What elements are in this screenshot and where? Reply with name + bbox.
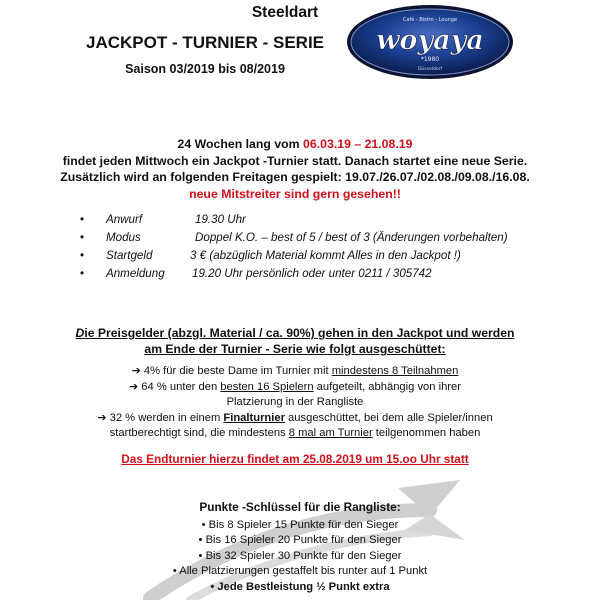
detail-value: 19.20 Uhr persönlich oder unter 0211 / 305742 xyxy=(192,267,432,280)
details-list xyxy=(80,211,560,283)
intro-line-2: findet jeden Mittwoch ein Jackpot -Turnier statt. Danach startet eine neue Serie. xyxy=(62,153,528,168)
rule-2-cont: Platzierung in der Rangliste xyxy=(226,396,364,408)
detail-item xyxy=(80,229,560,247)
logo-city: Düsseldorf xyxy=(417,67,443,72)
woyaya-logo xyxy=(345,3,515,81)
prize-line-1 xyxy=(30,325,560,341)
bullet-icon: • xyxy=(201,518,209,531)
arrow-icon: ➔ xyxy=(97,411,110,424)
points-text: Bis 32 Spieler 30 Punkte für den Sieger xyxy=(205,549,402,562)
intro-dates: 06.03.19 – 21.08.19 xyxy=(303,137,413,151)
points-key xyxy=(120,500,480,595)
bullet-icon: • xyxy=(80,267,85,280)
rule-text: startberechtigt sind, die mindestens xyxy=(109,427,289,439)
rule-3 xyxy=(40,411,550,427)
rule-emphasis: Finalturnier xyxy=(223,411,285,424)
prize-heading xyxy=(30,325,560,357)
page-title: JACKPOT - TURNIER - SERIE xyxy=(85,33,325,52)
points-item xyxy=(120,580,480,596)
prize-initial: D xyxy=(75,326,85,340)
rule-text: aufgeteilt, abhängig von ihrer xyxy=(313,380,461,393)
detail-key: Anmeldung xyxy=(106,267,165,280)
distribution-rules xyxy=(40,364,550,442)
points-item xyxy=(120,533,480,549)
rule-text: teilgenommen haben xyxy=(372,427,481,439)
logo-year: *1980 xyxy=(420,56,440,63)
season-subtitle: Saison 03/2019 bis 08/2019 xyxy=(125,62,285,76)
points-heading: Punkte -Schlüssel für die Rangliste: xyxy=(199,500,401,514)
detail-key: Anwurf xyxy=(106,213,143,226)
rule-2 xyxy=(40,380,550,396)
intro-line-4: neue Mitstreiter sind gern gesehen!! xyxy=(189,186,401,201)
points-item xyxy=(120,564,480,580)
intro-line-1 xyxy=(10,136,580,153)
rule-text: ausgeschüttet, bei dem alle Spieler/innen xyxy=(284,411,493,424)
points-item xyxy=(120,518,480,534)
rule-emphasis: besten 16 Spielern xyxy=(220,380,314,393)
rule-emphasis: 8 mal am Turnier xyxy=(288,427,373,439)
logo-top-text: Café - Bistro - Lounge xyxy=(402,17,458,23)
detail-key: Modus xyxy=(106,231,141,244)
intro-line-3: Zusätzlich wird an folgenden Freitagen gespielt: 19.07./26.07./02.08./09.08./16.08. xyxy=(60,170,530,184)
points-item xyxy=(120,549,480,565)
arrow-icon: ➔ xyxy=(129,380,142,393)
bullet-icon: • xyxy=(210,580,218,593)
header-steeldart: Steeldart xyxy=(251,4,319,21)
logo-brand: woyaya xyxy=(376,25,484,56)
detail-item xyxy=(80,211,560,229)
rule-1 xyxy=(40,364,550,380)
rule-emphasis: mindestens 8 Teilnahmen xyxy=(331,365,459,377)
arrow-icon: ➔ xyxy=(131,365,144,377)
rule-text: 4% für die beste Dame im Turnier mit xyxy=(143,365,332,377)
points-text: Bis 16 Spieler 20 Punkte für den Sieger xyxy=(205,534,402,546)
detail-value: Doppel K.O. – best of 5 / best of 3 (Änderungen vorbehalten) xyxy=(195,231,508,244)
points-text: Alle Platzierungen gestaffelt bis runter auf 1 Punkt xyxy=(179,565,428,577)
points-text: Bis 8 Spieler 15 Punkte für den Sieger xyxy=(208,518,399,531)
intro-block xyxy=(10,136,580,202)
detail-value: 19.30 Uhr xyxy=(195,213,246,226)
bullet-icon: • xyxy=(80,231,85,244)
intro-weeks: 24 Wochen lang vom xyxy=(177,137,304,151)
bullet-icon: • xyxy=(172,565,180,577)
rule-text: 32 % werden in einem xyxy=(109,411,224,424)
bullet-icon: • xyxy=(198,549,206,562)
detail-item xyxy=(80,265,560,283)
detail-item xyxy=(80,247,560,265)
prize-line-1-text: ie Preisgelder (abzgl. Material / ca. 90%) gehen in den Jackpot und werden xyxy=(84,326,515,340)
rule-3-cont xyxy=(40,426,550,442)
final-tournament-notice: Das Endturnier hierzu findet am 25.08.2019 um 15.oo Uhr statt xyxy=(121,452,469,466)
detail-key: Startgeld xyxy=(106,249,153,262)
bullet-icon: • xyxy=(198,534,206,546)
bullet-icon: • xyxy=(80,249,85,262)
points-text: Jede Bestleistung ½ Punkt extra xyxy=(217,580,390,593)
detail-value: 3 € (abzüglich Material kommt Alles in den Jackpot !) xyxy=(190,249,461,262)
rule-text: 64 % unter den xyxy=(141,380,221,393)
prize-line-2: am Ende der Turnier - Serie wie folgt ausgeschüttet: xyxy=(144,342,446,356)
bullet-icon: • xyxy=(80,213,85,226)
